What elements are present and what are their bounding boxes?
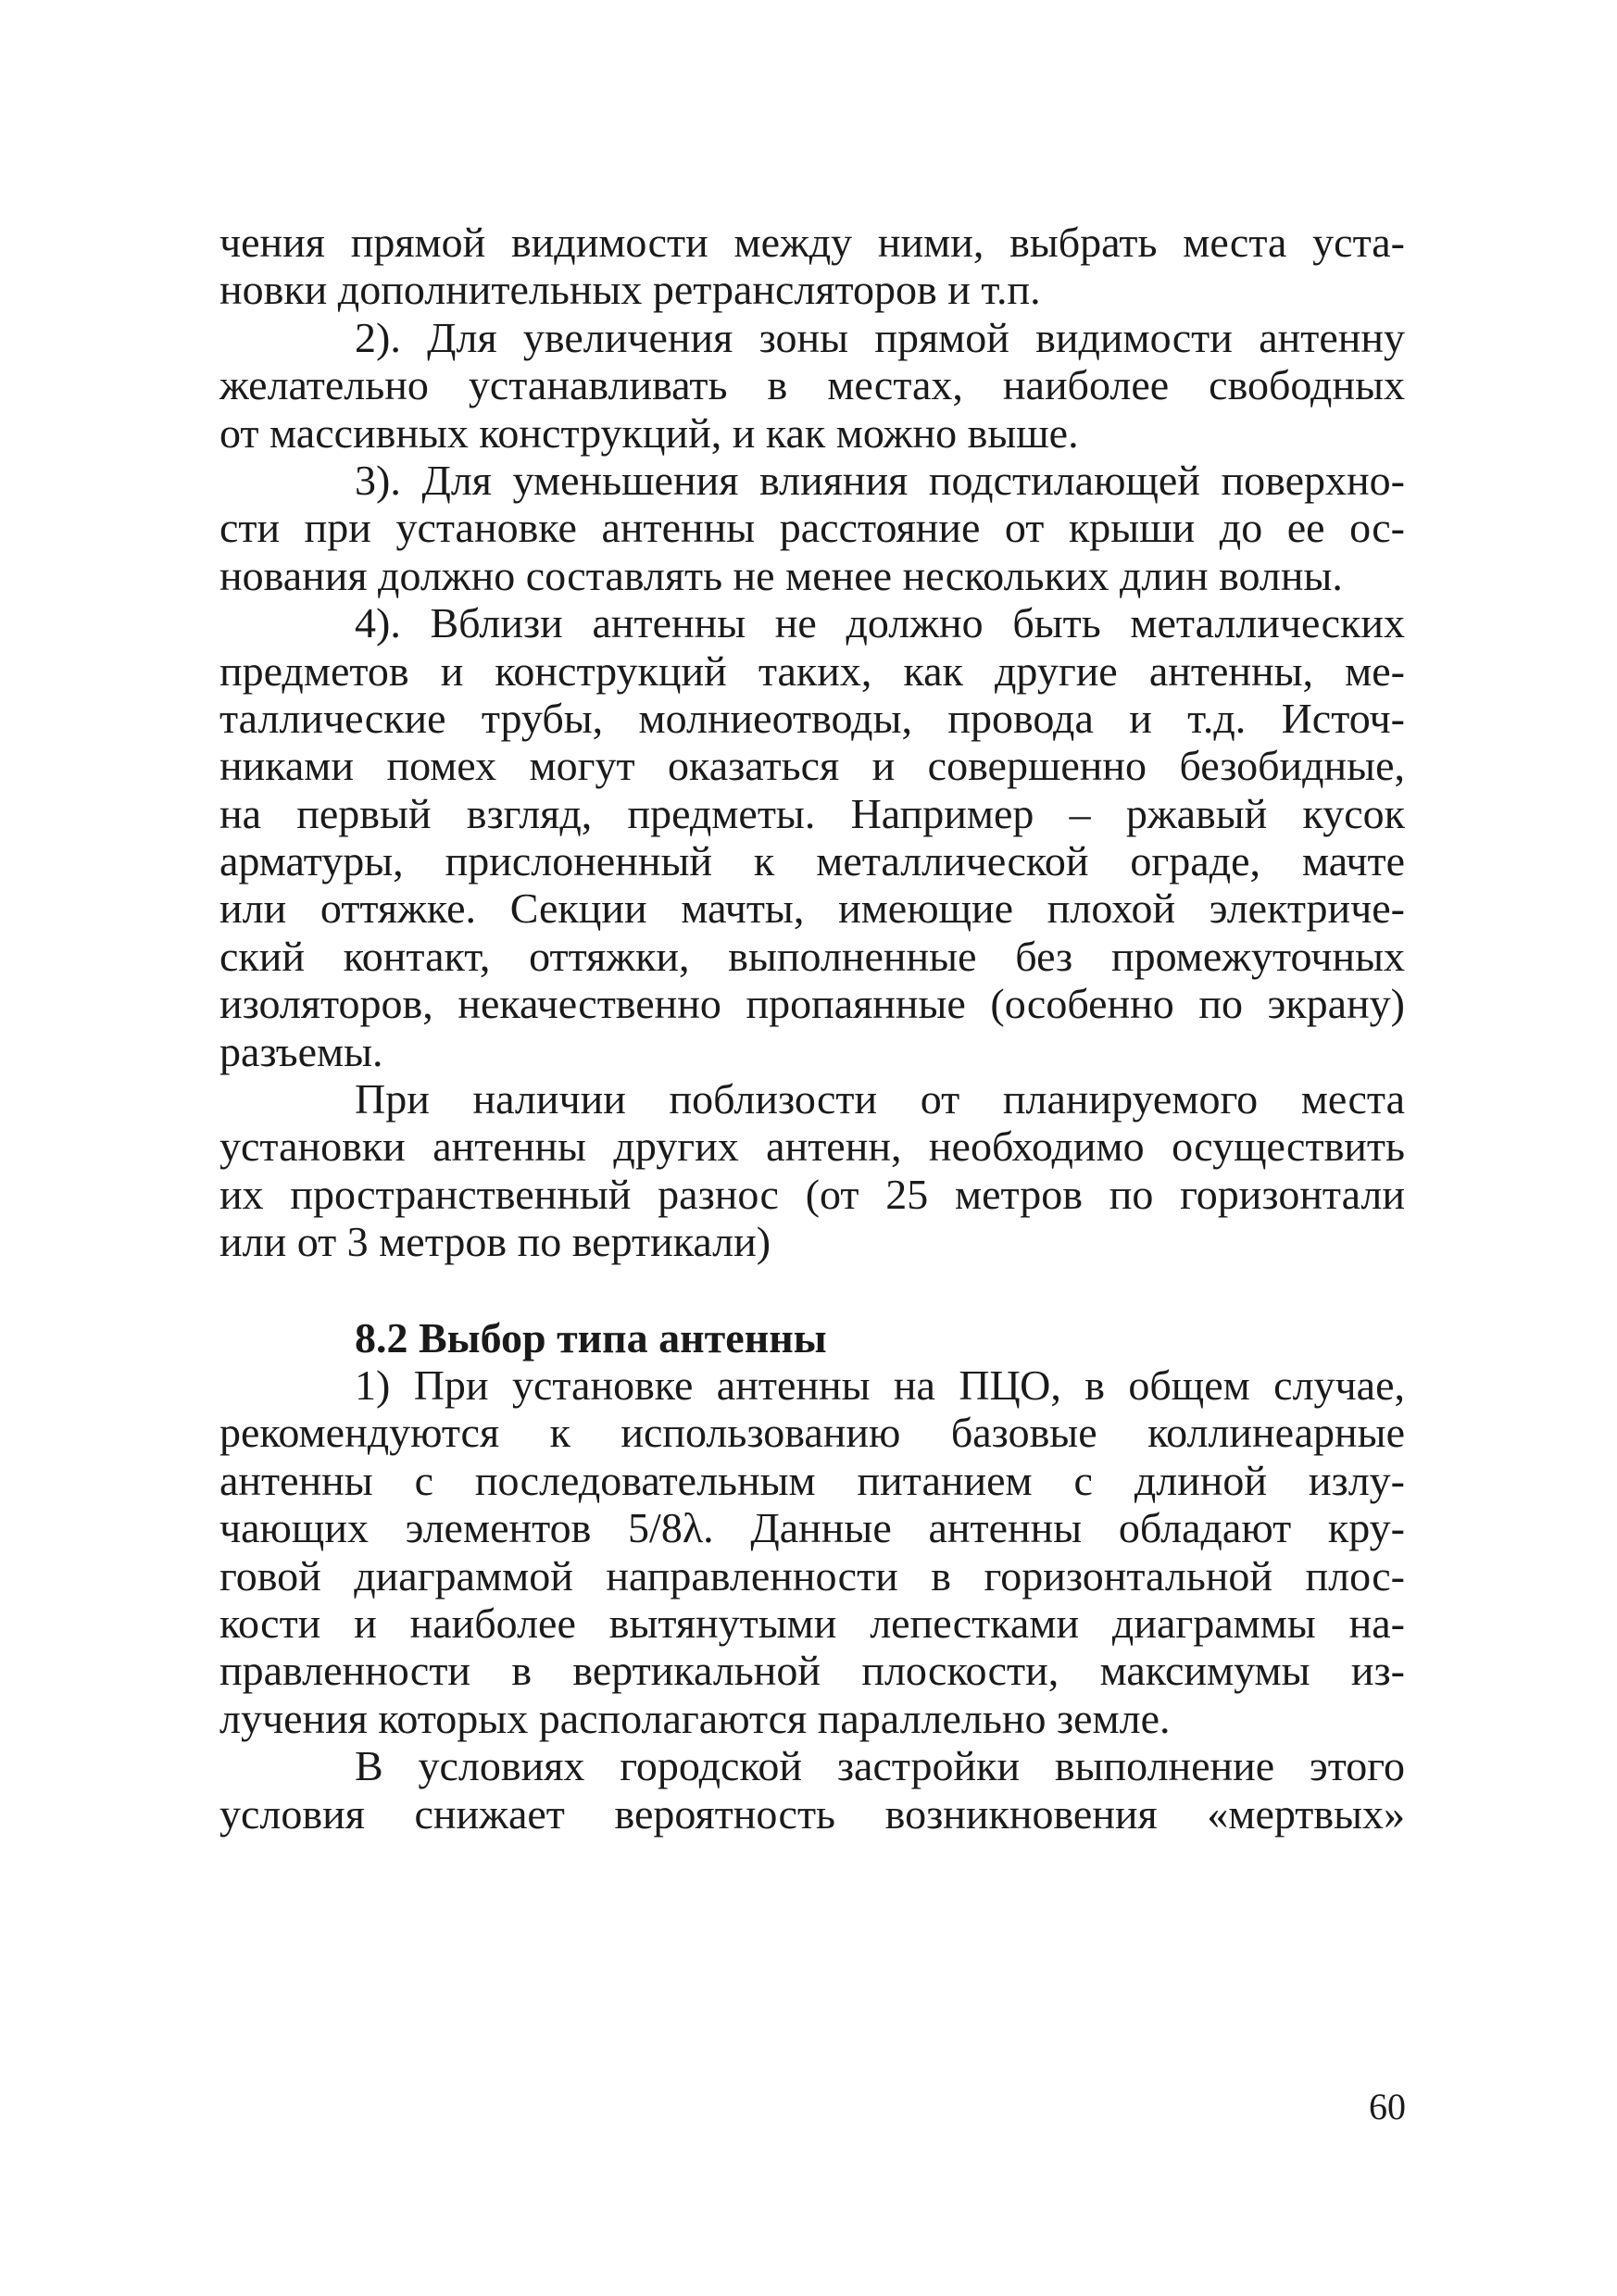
text-line: лучения которых располагаются параллельно земле. <box>219 1694 1171 1742</box>
text-line: установки антенны других антенн, необходимо осуществить <box>219 1123 1405 1171</box>
text-line: новки дополнительных ретрансляторов и т.п. <box>219 266 1041 314</box>
text-line: разъемы. <box>219 1027 383 1075</box>
text-line: предметов и конструкций таких, как другие антенны, ме- <box>219 646 1405 695</box>
text-line: условия снижает вероятность возникновения «мертвых» <box>219 1789 1405 1838</box>
text-line: антенны с последовательным питанием с длиной излу- <box>219 1456 1405 1504</box>
text-line: или оттяжке. Секции мачты, имеющие плохой электриче- <box>219 885 1405 933</box>
text-line: от массивных конструкций, и как можно выше. <box>219 408 1079 457</box>
text-line: нования должно составлять не менее нескольких длин волны. <box>219 551 1343 599</box>
text-line: кости и наиболее вытянутыми лепестками диаграммы на- <box>219 1599 1405 1647</box>
text-line: 4). Вблизи антенны не должно быть металлических <box>355 599 1405 647</box>
text-line: сти при установке антенны расстояние от крыши до ее ос- <box>219 504 1405 552</box>
text-line: ский контакт, оттяжки, выполненные без промежуточных <box>219 932 1405 980</box>
text-line: арматуры, прислоненный к металлической ограде, мачте <box>219 837 1405 885</box>
text-line: говой диаграммой направленности в горизонтальной плос- <box>219 1551 1405 1600</box>
text-line: При наличии поблизости от планируемого места <box>355 1075 1405 1123</box>
text-line: изоляторов, некачественно пропаянные (особенно по экрану) <box>219 980 1405 1028</box>
text-line: 1) При установке антенны на ПЦО, в общем случае, <box>355 1361 1405 1409</box>
text-line: никами помех могут оказаться и совершенно безобидные, <box>219 742 1405 790</box>
text-line: В условиях городской застройки выполнение этого <box>355 1742 1405 1790</box>
text-line: чения прямой видимости между ними, выбрать места уста- <box>219 219 1405 266</box>
text-line: правленности в вертикальной плоскости, максимумы из- <box>219 1647 1405 1695</box>
text-line: рекомендуются к использованию базовые коллинеарные <box>219 1409 1405 1457</box>
text-line: чающих элементов 5/8λ. Данные антенны обладают кру- <box>219 1504 1405 1552</box>
section-spacer <box>219 1266 1405 1314</box>
text-line: 2). Для увеличения зоны прямой видимости антенну <box>355 313 1405 361</box>
text-block <box>219 219 1405 1838</box>
text-line: их пространственный разнос (от 25 метров по горизонтали <box>219 1170 1405 1218</box>
text-line: на первый взгляд, предметы. Например – ржавый кусок <box>219 789 1405 837</box>
text-line: таллические трубы, молниеотводы, провода и т.д. Источ- <box>219 694 1405 742</box>
page-number: 60 <box>1369 2086 1406 2127</box>
text-line: желательно устанавливать в местах, наиболее свободных <box>219 361 1405 409</box>
text-line: 3). Для уменьшения влияния подстилающей поверхно- <box>355 456 1405 504</box>
section-heading: 8.2 Выбор типа антенны <box>355 1313 827 1361</box>
text-line: или от 3 метров по вертикали) <box>219 1218 771 1266</box>
